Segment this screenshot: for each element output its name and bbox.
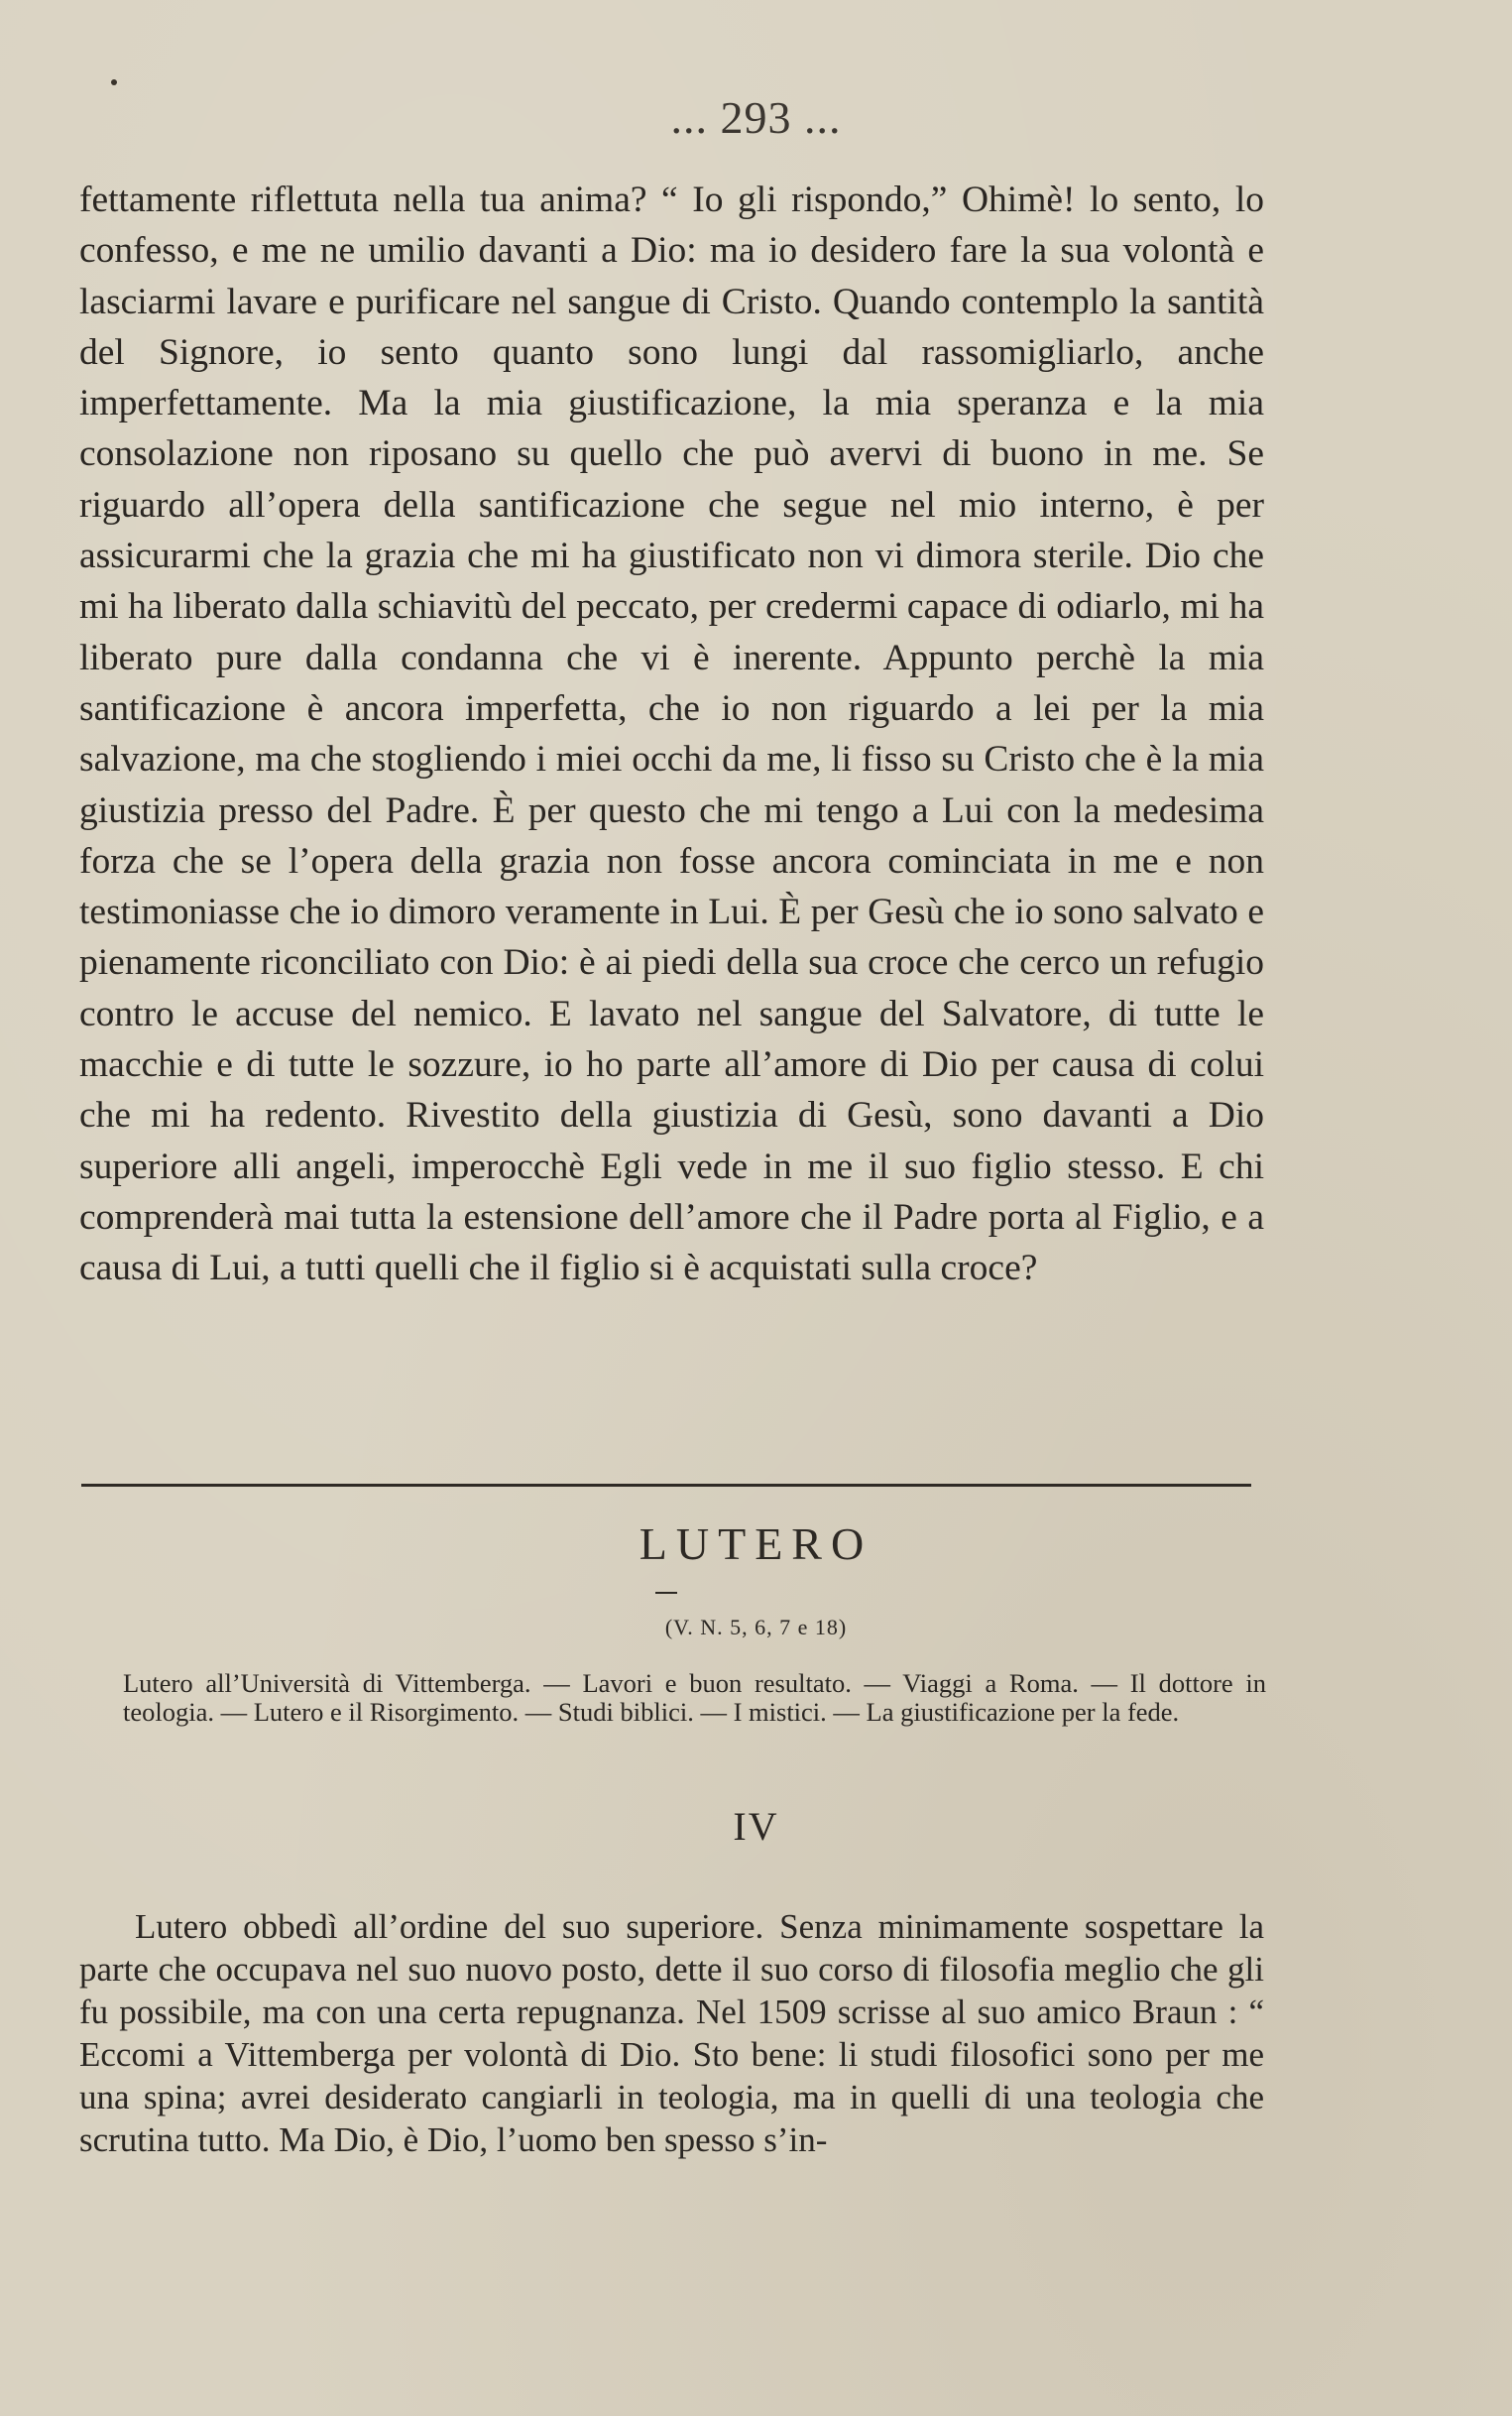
chapter-number: IV xyxy=(733,1804,779,1849)
section-divider xyxy=(81,1484,1251,1487)
title-dash xyxy=(655,1592,677,1594)
article-title: LUTERO xyxy=(639,1518,873,1569)
article-summary: Lutero all’Università di Vittemberga. — Lavori e buon resultato. — Viaggi a Roma. — Il dottore in teologia. — Lutero e il Risorgimento. — Studi biblici. — I mistici. — La giustificazione per la fede. xyxy=(123,1668,1266,1727)
page-number: ... 293 ... xyxy=(670,92,842,143)
ink-speck xyxy=(111,79,117,85)
article-paragraph: Lutero obbedì all’ordine del suo superiore. Senza minimamente sospettare la parte che occupava nel suo nuovo posto, dette il suo corso di filosofia meglio che gli fu possibile, ma con una certa repugnanza. Nel 1509 scrisse al suo amico Braun : “ Eccomi a Vittemberga per volontà di Dio. Sto bene: li studi filosofici sono per me una spina; avrei desiderato cangiarli in teologia, ma in quelli di una teologia che scrutina tutto. Ma Dio, è Dio, l’uomo ben spesso s’in- xyxy=(79,1907,1264,2159)
previous-section-paragraph: fettamente riflettuta nella tua anima? “ Io gli rispondo,” Ohimè! lo sento, lo confesso, e me ne umilio davanti a Dio: ma io desidero fare la sua volontà e lasciarmi lavare e purificare nel sangue di Cristo. Quando contemplo la santità del Signore, io sento quanto sono lungi dal rassomigliarlo, anche imperfettamente. Ma la mia giustificazione, la mia speranza e la mia consolazione non riposano su quello che può avervi di buono in me. Se riguardo all’opera della santificazione che segue nel mio interno, è per assicurarmi che la grazia che mi ha giustificato non vi dimora sterile. Dio che mi ha liberato dalla schiavitù del peccato, per credermi capace di odiarlo, mi ha liberato pure dalla condanna che vi è inerente. Appunto perchè la mia santificazione è ancora imperfetta, che io non riguardo a lei per la mia salvazione, ma che stogliendo i miei occhi da me, li fisso su Cristo che è la mia giustizia presso del Padre. È per questo che mi tengo a Lui con la medesima forza che se l’opera della grazia non fosse ancora cominciata in me e non testimoniasse che io dimoro veramente in Lui. È per Gesù che io sono salvato e pienamente riconciliato con Dio: è ai piedi della sua croce che cerco un refugio contro le accuse del nemico. E lavato nel sangue del Salvatore, di tutte le macchie e di tutte le sozzure, io ho parte all’amore di Dio per causa di colui che mi ha redento. Rivestito della giustizia di Gesù, sono davanti a Dio superiore alli angeli, imperocchè Egli vede in me il suo figlio stesso. E chi comprenderà mai tutta la estensione dell’amore che il Padre porta al Figlio, e a causa di Lui, a tutti quelli che il figlio si è acquistati sulla croce? xyxy=(79,180,1264,1289)
article-reference: (V. N. 5, 6, 7 e 18) xyxy=(664,1615,848,1639)
previous-section-text xyxy=(79,175,1264,1294)
